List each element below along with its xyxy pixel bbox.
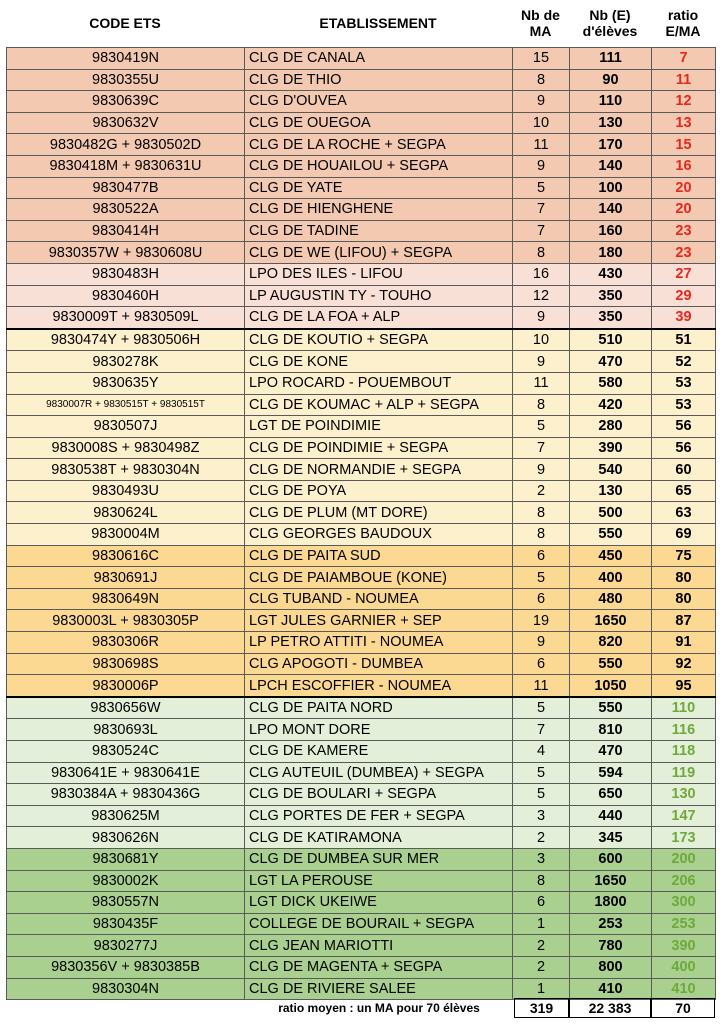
table-row xyxy=(7,307,716,329)
cell-ratio: 91 xyxy=(652,632,716,654)
cell-ratio: 23 xyxy=(652,220,716,242)
table-row xyxy=(7,242,716,264)
table-row xyxy=(7,112,716,134)
table-row xyxy=(7,632,716,654)
cell-etablissement: CLG DE DUMBEA SUR MER xyxy=(245,848,513,870)
cell-nb-ma: 2 xyxy=(513,480,570,502)
cell-nb-ma: 5 xyxy=(513,762,570,784)
cell-etablissement: CLG APOGOTI - DUMBEA xyxy=(245,653,513,675)
cell-nb-ma: 9 xyxy=(513,155,570,177)
cell-nb-ma: 5 xyxy=(513,697,570,719)
cell-etablissement: CLG DE PAITA SUD xyxy=(245,545,513,567)
cell-code-ets: 9830009T + 9830509L xyxy=(7,307,245,329)
cell-nb-ma: 4 xyxy=(513,741,570,763)
table-row xyxy=(7,870,716,892)
cell-nb-ma: 7 xyxy=(513,220,570,242)
cell-code-ets: 9830507J xyxy=(7,416,245,438)
cell-nb-eleves: 1650 xyxy=(570,610,652,632)
cell-code-ets: 9830357W + 9830608U xyxy=(7,242,245,264)
table-row xyxy=(7,805,716,827)
cell-code-ets: 9830004M xyxy=(7,524,245,546)
cell-nb-eleves: 400 xyxy=(570,567,652,589)
cell-code-ets: 9830356V + 9830385B xyxy=(7,956,245,978)
cell-ratio: 87 xyxy=(652,610,716,632)
cell-nb-eleves: 1650 xyxy=(570,870,652,892)
cell-etablissement: LPCH ESCOFFIER - NOUMEA xyxy=(245,675,513,697)
cell-ratio: 119 xyxy=(652,762,716,784)
cell-nb-eleves: 130 xyxy=(570,480,652,502)
cell-ratio: 27 xyxy=(652,263,716,285)
cell-etablissement: CLG PORTES DE FER + SEGPA xyxy=(245,805,513,827)
footer-total-ma: 319 xyxy=(514,998,569,1018)
cell-code-ets: 9830482G + 9830502D xyxy=(7,134,245,156)
cell-ratio: 29 xyxy=(652,285,716,307)
cell-ratio: 60 xyxy=(652,459,716,481)
cell-nb-eleves: 800 xyxy=(570,956,652,978)
cell-etablissement: CLG DE HIENGHENE xyxy=(245,199,513,221)
cell-nb-eleves: 180 xyxy=(570,242,652,264)
cell-nb-ma: 9 xyxy=(513,632,570,654)
table-row xyxy=(7,935,716,957)
footer-total-ratio: 70 xyxy=(651,998,715,1018)
cell-nb-ma: 8 xyxy=(513,870,570,892)
cell-ratio: 11 xyxy=(652,69,716,91)
cell-nb-eleves: 500 xyxy=(570,502,652,524)
footer-average-label: ratio moyen : un MA pour 70 élèves xyxy=(278,1001,480,1015)
table-row xyxy=(7,697,716,719)
cell-code-ets: 9830355U xyxy=(7,69,245,91)
cell-ratio: 20 xyxy=(652,177,716,199)
cell-etablissement: LP PETRO ATTITI - NOUMEA xyxy=(245,632,513,654)
cell-nb-eleves: 540 xyxy=(570,459,652,481)
cell-nb-ma: 9 xyxy=(513,351,570,373)
cell-nb-eleves: 140 xyxy=(570,155,652,177)
cell-code-ets: 9830635Y xyxy=(7,372,245,394)
cell-code-ets: 9830006P xyxy=(7,675,245,697)
cell-code-ets: 9830626N xyxy=(7,827,245,849)
cell-nb-ma: 10 xyxy=(513,112,570,134)
table-row xyxy=(7,827,716,849)
cell-code-ets: 9830616C xyxy=(7,545,245,567)
cell-nb-eleves: 140 xyxy=(570,199,652,221)
cell-nb-eleves: 350 xyxy=(570,285,652,307)
cell-ratio: 56 xyxy=(652,416,716,438)
cell-etablissement: CLG DE THIO xyxy=(245,69,513,91)
cell-nb-ma: 5 xyxy=(513,567,570,589)
cell-nb-eleves: 780 xyxy=(570,935,652,957)
cell-nb-ma: 6 xyxy=(513,892,570,914)
cell-ratio: 51 xyxy=(652,329,716,351)
cell-ratio: 75 xyxy=(652,545,716,567)
cell-code-ets: 9830691J xyxy=(7,567,245,589)
table-row xyxy=(7,719,716,741)
cell-ratio: 80 xyxy=(652,567,716,589)
cell-code-ets: 9830435F xyxy=(7,913,245,935)
cell-etablissement: CLG DE RIVIERE SALEE xyxy=(245,978,513,1000)
cell-code-ets: 9830278K xyxy=(7,351,245,373)
table-row xyxy=(7,263,716,285)
table-row xyxy=(7,610,716,632)
header-ratio: ratio E/MA xyxy=(665,7,701,39)
cell-code-ets: 9830698S xyxy=(7,653,245,675)
cell-nb-ma: 7 xyxy=(513,437,570,459)
cell-code-ets: 9830681Y xyxy=(7,848,245,870)
cell-nb-ma: 8 xyxy=(513,242,570,264)
cell-nb-eleves: 100 xyxy=(570,177,652,199)
cell-nb-ma: 7 xyxy=(513,719,570,741)
cell-ratio: 130 xyxy=(652,784,716,806)
cell-ratio: 23 xyxy=(652,242,716,264)
establishments-table xyxy=(6,47,716,1000)
cell-nb-ma: 16 xyxy=(513,263,570,285)
cell-ratio: 63 xyxy=(652,502,716,524)
table-row xyxy=(7,220,716,242)
cell-nb-eleves: 580 xyxy=(570,372,652,394)
cell-etablissement: CLG DE OUEGOA xyxy=(245,112,513,134)
cell-code-ets: 9830008S + 9830498Z xyxy=(7,437,245,459)
cell-nb-ma: 1 xyxy=(513,978,570,1000)
cell-etablissement: LP AUGUSTIN TY - TOUHO xyxy=(245,285,513,307)
table-row xyxy=(7,545,716,567)
cell-nb-eleves: 160 xyxy=(570,220,652,242)
cell-code-ets: 9830624L xyxy=(7,502,245,524)
table-row xyxy=(7,784,716,806)
cell-nb-eleves: 350 xyxy=(570,307,652,329)
cell-etablissement: CLG DE KAMERE xyxy=(245,741,513,763)
cell-nb-ma: 10 xyxy=(513,329,570,351)
cell-code-ets: 9830522A xyxy=(7,199,245,221)
cell-nb-eleves: 550 xyxy=(570,653,652,675)
cell-code-ets: 9830483H xyxy=(7,263,245,285)
table-row xyxy=(7,416,716,438)
cell-nb-ma: 7 xyxy=(513,199,570,221)
cell-etablissement: LGT DE POINDIMIE xyxy=(245,416,513,438)
cell-nb-eleves: 390 xyxy=(570,437,652,459)
cell-ratio: 69 xyxy=(652,524,716,546)
cell-nb-eleves: 510 xyxy=(570,329,652,351)
table-row xyxy=(7,69,716,91)
table-row xyxy=(7,892,716,914)
cell-etablissement: CLG DE PAITA NORD xyxy=(245,697,513,719)
cell-nb-ma: 5 xyxy=(513,416,570,438)
cell-nb-eleves: 550 xyxy=(570,697,652,719)
table-footer xyxy=(0,996,722,1020)
cell-nb-ma: 8 xyxy=(513,524,570,546)
cell-nb-eleves: 470 xyxy=(570,351,652,373)
cell-code-ets: 9830493U xyxy=(7,480,245,502)
cell-nb-ma: 8 xyxy=(513,502,570,524)
cell-ratio: 110 xyxy=(652,697,716,719)
cell-ratio: 20 xyxy=(652,199,716,221)
cell-nb-eleves: 170 xyxy=(570,134,652,156)
cell-etablissement: CLG DE NORMANDIE + SEGPA xyxy=(245,459,513,481)
cell-nb-ma: 8 xyxy=(513,394,570,416)
cell-code-ets: 9830538T + 9830304N xyxy=(7,459,245,481)
table-row xyxy=(7,502,716,524)
table-row xyxy=(7,285,716,307)
cell-code-ets: 9830625M xyxy=(7,805,245,827)
cell-nb-ma: 19 xyxy=(513,610,570,632)
cell-etablissement: CLG DE KATIRAMONA xyxy=(245,827,513,849)
cell-ratio: 200 xyxy=(652,848,716,870)
cell-nb-eleves: 650 xyxy=(570,784,652,806)
cell-etablissement: CLG DE KONE xyxy=(245,351,513,373)
table-row xyxy=(7,437,716,459)
cell-nb-ma: 8 xyxy=(513,69,570,91)
cell-etablissement: LGT JULES GARNIER + SEP xyxy=(245,610,513,632)
cell-code-ets: 9830649N xyxy=(7,588,245,610)
cell-nb-ma: 2 xyxy=(513,935,570,957)
table-row xyxy=(7,91,716,113)
table-row xyxy=(7,588,716,610)
cell-etablissement: LPO ROCARD - POUEMBOUT xyxy=(245,372,513,394)
cell-etablissement: CLG DE POINDIMIE + SEGPA xyxy=(245,437,513,459)
table-row xyxy=(7,480,716,502)
cell-nb-eleves: 130 xyxy=(570,112,652,134)
cell-nb-eleves: 430 xyxy=(570,263,652,285)
table-row xyxy=(7,394,716,416)
cell-etablissement: LPO MONT DORE xyxy=(245,719,513,741)
cell-ratio: 12 xyxy=(652,91,716,113)
cell-ratio: 118 xyxy=(652,741,716,763)
table-row xyxy=(7,762,716,784)
cell-etablissement: CLG GEORGES BAUDOUX xyxy=(245,524,513,546)
cell-ratio: 400 xyxy=(652,956,716,978)
cell-nb-eleves: 470 xyxy=(570,741,652,763)
table-row xyxy=(7,848,716,870)
cell-nb-ma: 9 xyxy=(513,91,570,113)
cell-code-ets: 9830557N xyxy=(7,892,245,914)
cell-etablissement: LGT DICK UKEIWE xyxy=(245,892,513,914)
cell-nb-eleves: 1050 xyxy=(570,675,652,697)
cell-nb-ma: 11 xyxy=(513,675,570,697)
table-row xyxy=(7,653,716,675)
cell-nb-eleves: 440 xyxy=(570,805,652,827)
table-row xyxy=(7,372,716,394)
cell-etablissement: CLG DE LA ROCHE + SEGPA xyxy=(245,134,513,156)
cell-nb-eleves: 810 xyxy=(570,719,652,741)
cell-etablissement: CLG DE MAGENTA + SEGPA xyxy=(245,956,513,978)
cell-code-ets: 9830002K xyxy=(7,870,245,892)
cell-nb-eleves: 600 xyxy=(570,848,652,870)
header-nb-eleves: Nb (E) d'élèves xyxy=(582,7,638,39)
cell-code-ets: 9830639C xyxy=(7,91,245,113)
cell-etablissement: CLG DE KOUTIO + SEGPA xyxy=(245,329,513,351)
cell-nb-ma: 12 xyxy=(513,285,570,307)
table-row xyxy=(7,177,716,199)
table-row xyxy=(7,675,716,697)
cell-nb-eleves: 1800 xyxy=(570,892,652,914)
cell-etablissement: COLLEGE DE BOURAIL + SEGPA xyxy=(245,913,513,935)
cell-code-ets: 9830007R + 9830515T + 9830515T xyxy=(7,394,245,416)
cell-ratio: 39 xyxy=(652,307,716,329)
cell-nb-eleves: 111 xyxy=(570,48,652,70)
table-row xyxy=(7,134,716,156)
cell-etablissement: CLG DE HOUAILOU + SEGPA xyxy=(245,155,513,177)
cell-nb-eleves: 594 xyxy=(570,762,652,784)
cell-code-ets: 9830524C xyxy=(7,741,245,763)
cell-etablissement: CLG AUTEUIL (DUMBEA) + SEGPA xyxy=(245,762,513,784)
cell-nb-eleves: 420 xyxy=(570,394,652,416)
footer-total-eleves: 22 383 xyxy=(569,998,651,1018)
cell-code-ets: 9830632V xyxy=(7,112,245,134)
cell-nb-ma: 3 xyxy=(513,848,570,870)
cell-etablissement: LGT LA PEROUSE xyxy=(245,870,513,892)
cell-etablissement: CLG DE POYA xyxy=(245,480,513,502)
cell-nb-ma: 1 xyxy=(513,913,570,935)
cell-nb-eleves: 90 xyxy=(570,69,652,91)
cell-nb-eleves: 280 xyxy=(570,416,652,438)
cell-code-ets: 9830414H xyxy=(7,220,245,242)
cell-code-ets: 9830477B xyxy=(7,177,245,199)
cell-ratio: 390 xyxy=(652,935,716,957)
cell-etablissement: CLG DE PAIAMBOUE (KONE) xyxy=(245,567,513,589)
cell-ratio: 173 xyxy=(652,827,716,849)
header-etablissement: ETABLISSEMENT xyxy=(319,15,437,31)
cell-etablissement: CLG DE KOUMAC + ALP + SEGPA xyxy=(245,394,513,416)
cell-nb-ma: 15 xyxy=(513,48,570,70)
table-row xyxy=(7,329,716,351)
cell-ratio: 92 xyxy=(652,653,716,675)
cell-etablissement: CLG TUBAND - NOUMEA xyxy=(245,588,513,610)
table-row xyxy=(7,524,716,546)
cell-ratio: 253 xyxy=(652,913,716,935)
cell-ratio: 95 xyxy=(652,675,716,697)
cell-code-ets: 9830304N xyxy=(7,978,245,1000)
cell-ratio: 13 xyxy=(652,112,716,134)
cell-code-ets: 9830003L + 9830305P xyxy=(7,610,245,632)
cell-ratio: 52 xyxy=(652,351,716,373)
cell-nb-eleves: 550 xyxy=(570,524,652,546)
cell-nb-ma: 11 xyxy=(513,372,570,394)
cell-nb-ma: 5 xyxy=(513,177,570,199)
cell-nb-eleves: 345 xyxy=(570,827,652,849)
table-row xyxy=(7,741,716,763)
table-row xyxy=(7,567,716,589)
cell-ratio: 7 xyxy=(652,48,716,70)
table-row xyxy=(7,459,716,481)
table-row xyxy=(7,351,716,373)
cell-code-ets: 9830384A + 9830436G xyxy=(7,784,245,806)
cell-ratio: 116 xyxy=(652,719,716,741)
cell-ratio: 56 xyxy=(652,437,716,459)
table-row xyxy=(7,913,716,935)
cell-nb-eleves: 110 xyxy=(570,91,652,113)
table-row xyxy=(7,199,716,221)
cell-code-ets: 9830277J xyxy=(7,935,245,957)
cell-ratio: 300 xyxy=(652,892,716,914)
cell-nb-ma: 9 xyxy=(513,459,570,481)
cell-nb-ma: 2 xyxy=(513,827,570,849)
cell-ratio: 80 xyxy=(652,588,716,610)
cell-nb-eleves: 450 xyxy=(570,545,652,567)
cell-nb-ma: 6 xyxy=(513,653,570,675)
cell-nb-ma: 6 xyxy=(513,588,570,610)
header-code-ets: CODE ETS xyxy=(89,15,161,31)
cell-etablissement: CLG DE TADINE xyxy=(245,220,513,242)
cell-ratio: 147 xyxy=(652,805,716,827)
cell-nb-ma: 5 xyxy=(513,784,570,806)
cell-etablissement: LPO DES ILES - LIFOU xyxy=(245,263,513,285)
cell-nb-ma: 3 xyxy=(513,805,570,827)
cell-code-ets: 9830474Y + 9830506H xyxy=(7,329,245,351)
table-row xyxy=(7,956,716,978)
cell-code-ets: 9830418M + 9830631U xyxy=(7,155,245,177)
cell-ratio: 65 xyxy=(652,480,716,502)
cell-nb-eleves: 480 xyxy=(570,588,652,610)
cell-ratio: 16 xyxy=(652,155,716,177)
cell-nb-ma: 11 xyxy=(513,134,570,156)
cell-etablissement: CLG DE WE (LIFOU) + SEGPA xyxy=(245,242,513,264)
cell-code-ets: 9830306R xyxy=(7,632,245,654)
cell-nb-ma: 2 xyxy=(513,956,570,978)
table-row xyxy=(7,155,716,177)
header-nb-ma: Nb de MA xyxy=(521,7,560,39)
cell-etablissement: CLG DE PLUM (MT DORE) xyxy=(245,502,513,524)
cell-nb-ma: 9 xyxy=(513,307,570,329)
cell-ratio: 410 xyxy=(652,978,716,1000)
cell-nb-ma: 6 xyxy=(513,545,570,567)
table-row xyxy=(7,48,716,70)
cell-nb-eleves: 253 xyxy=(570,913,652,935)
cell-code-ets: 9830693L xyxy=(7,719,245,741)
cell-nb-eleves: 820 xyxy=(570,632,652,654)
cell-code-ets: 9830641E + 9830641E xyxy=(7,762,245,784)
cell-ratio: 15 xyxy=(652,134,716,156)
cell-ratio: 206 xyxy=(652,870,716,892)
cell-nb-eleves: 410 xyxy=(570,978,652,1000)
cell-etablissement: CLG DE LA FOA + ALP xyxy=(245,307,513,329)
cell-etablissement: CLG JEAN MARIOTTI xyxy=(245,935,513,957)
cell-code-ets: 9830460H xyxy=(7,285,245,307)
cell-ratio: 53 xyxy=(652,394,716,416)
cell-ratio: 53 xyxy=(652,372,716,394)
cell-etablissement: CLG DE CANALA xyxy=(245,48,513,70)
cell-etablissement: CLG DE BOULARI + SEGPA xyxy=(245,784,513,806)
cell-code-ets: 9830419N xyxy=(7,48,245,70)
cell-etablissement: CLG DE YATE xyxy=(245,177,513,199)
cell-code-ets: 9830656W xyxy=(7,697,245,719)
cell-etablissement: CLG D'OUVEA xyxy=(245,91,513,113)
